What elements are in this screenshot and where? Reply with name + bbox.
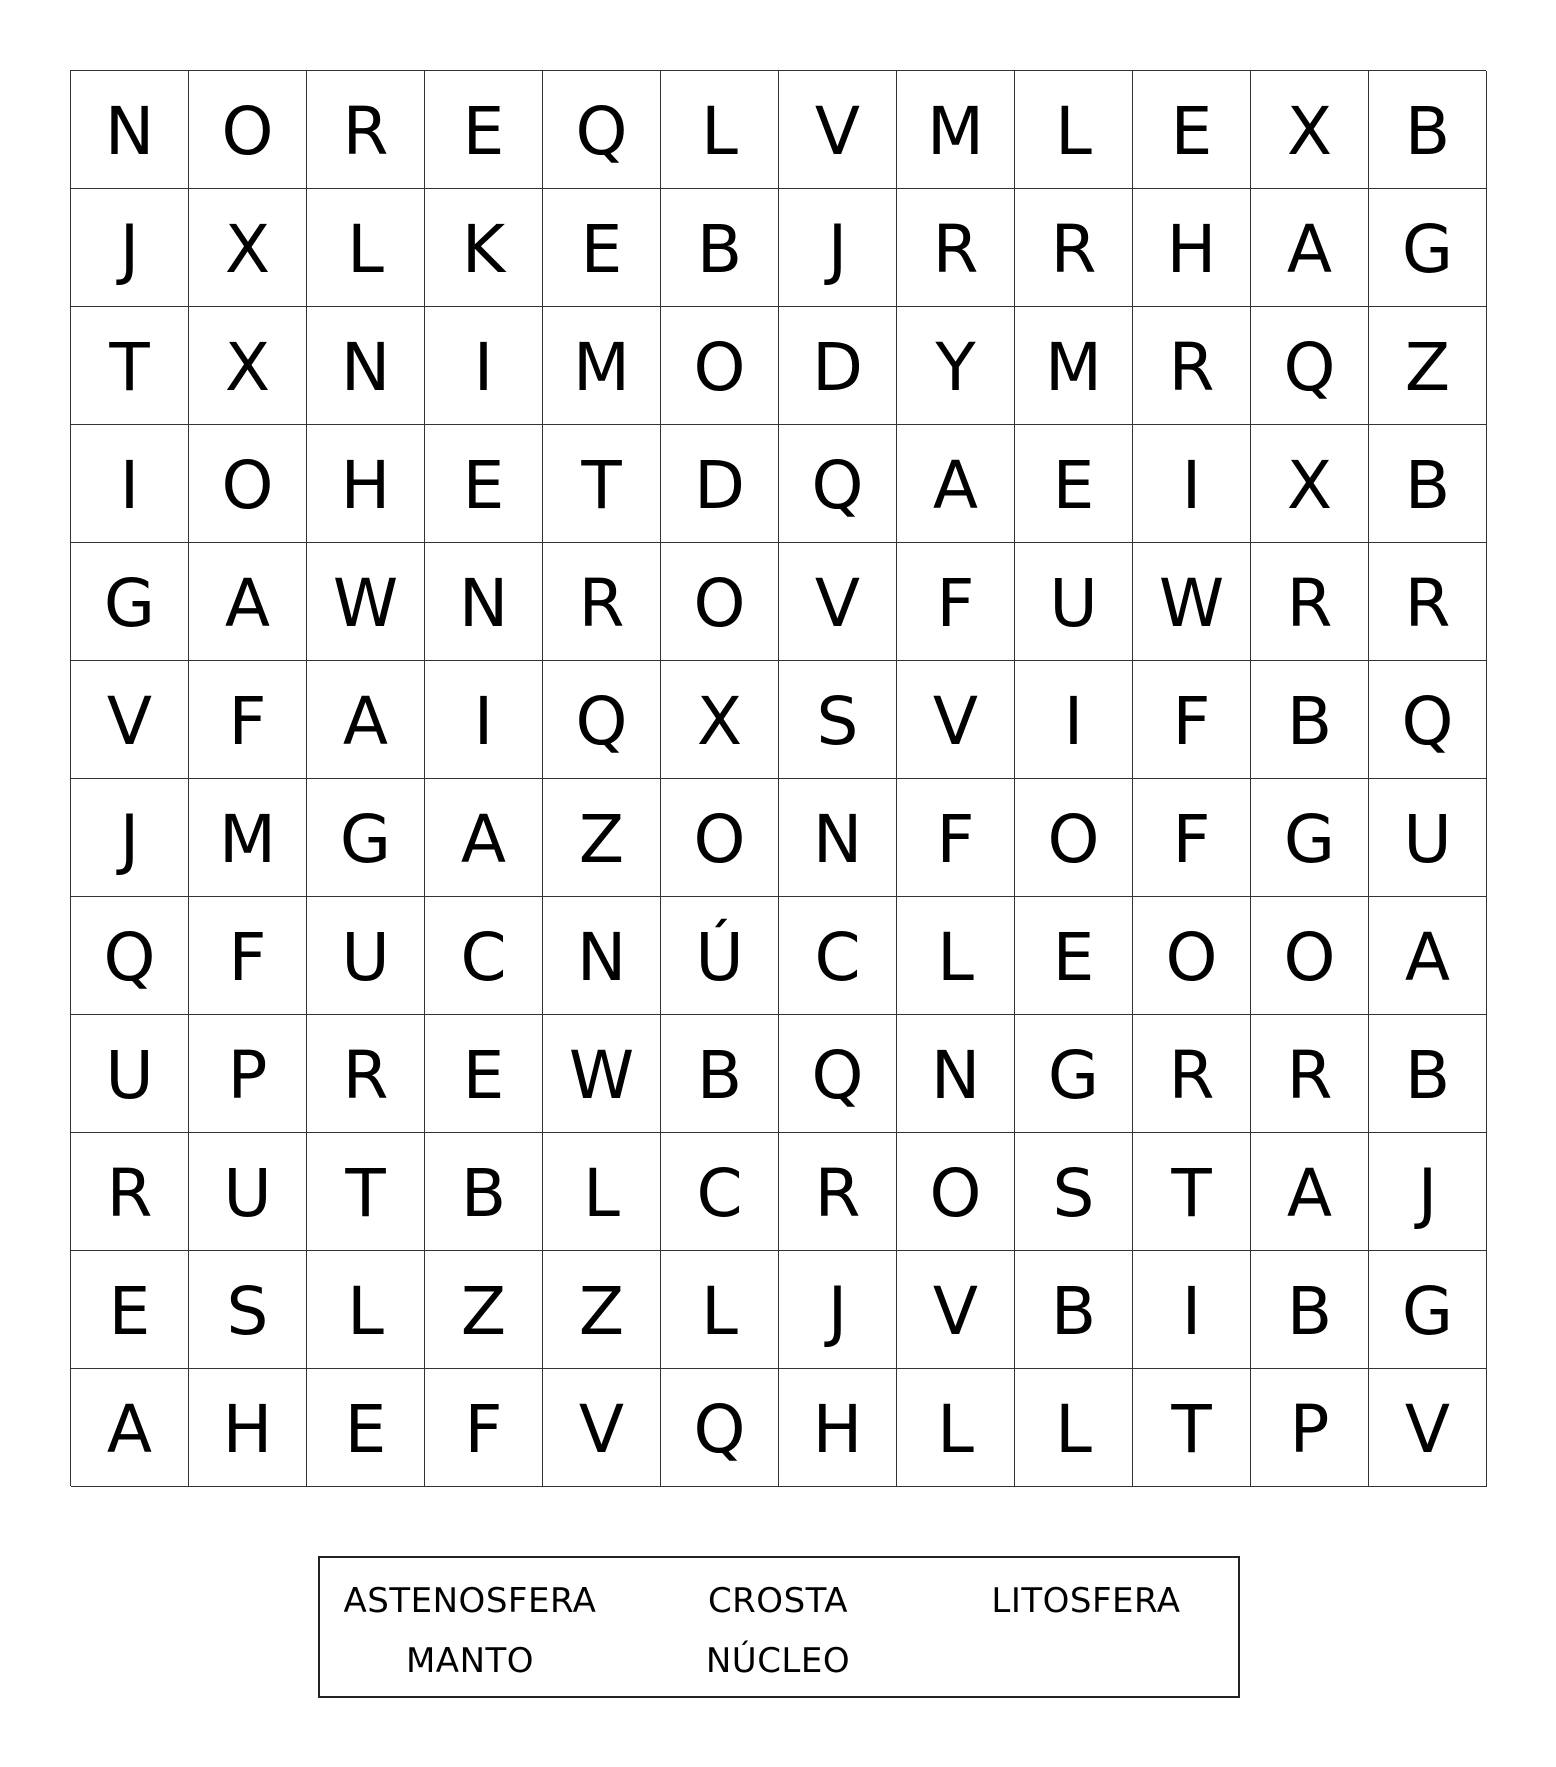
- grid-cell-r11-c12[interactable]: G: [1369, 1251, 1487, 1369]
- grid-cell-r7-c10[interactable]: F: [1133, 779, 1251, 897]
- grid-cell-r9-c3[interactable]: R: [307, 1015, 425, 1133]
- grid-cell-r2-c11[interactable]: A: [1251, 189, 1369, 307]
- grid-cell-r10-c1[interactable]: R: [71, 1133, 189, 1251]
- grid-cell-r5-c2[interactable]: A: [189, 543, 307, 661]
- grid-cell-r10-c4[interactable]: B: [425, 1133, 543, 1251]
- word-manto: MANTO: [405, 1641, 535, 1681]
- grid-cell-r12-c10[interactable]: T: [1133, 1369, 1251, 1487]
- grid-cell-r8-c1[interactable]: Q: [71, 897, 189, 1015]
- grid-cell-r8-c6[interactable]: Ú: [661, 897, 779, 1015]
- grid-cell-r9-c9[interactable]: G: [1015, 1015, 1133, 1133]
- grid-cell-r1-c4[interactable]: E: [425, 71, 543, 189]
- grid-cell-r10-c7[interactable]: R: [779, 1133, 897, 1251]
- grid-cell-r7-c8[interactable]: F: [897, 779, 1015, 897]
- grid-cell-r7-c6[interactable]: O: [661, 779, 779, 897]
- grid-cell-r5-c7[interactable]: V: [779, 543, 897, 661]
- grid-cell-r1-c6[interactable]: L: [661, 71, 779, 189]
- grid-cell-r7-c12[interactable]: U: [1369, 779, 1487, 897]
- grid-cell-r3-c2[interactable]: X: [189, 307, 307, 425]
- grid-cell-r6-c6[interactable]: X: [661, 661, 779, 779]
- grid-cell-r12-c2[interactable]: H: [189, 1369, 307, 1487]
- grid-cell-r6-c3[interactable]: A: [307, 661, 425, 779]
- grid-cell-r3-c5[interactable]: M: [543, 307, 661, 425]
- grid-cell-r8-c7[interactable]: C: [779, 897, 897, 1015]
- grid-cell-r7-c11[interactable]: G: [1251, 779, 1369, 897]
- grid-cell-r2-c4[interactable]: K: [425, 189, 543, 307]
- grid-cell-r10-c12[interactable]: J: [1369, 1133, 1487, 1251]
- grid-cell-r10-c6[interactable]: C: [661, 1133, 779, 1251]
- grid-cell-r4-c5[interactable]: T: [543, 425, 661, 543]
- grid-cell-r8-c12[interactable]: A: [1369, 897, 1487, 1015]
- grid-cell-r6-c4[interactable]: I: [425, 661, 543, 779]
- grid-cell-r2-c5[interactable]: E: [543, 189, 661, 307]
- grid-cell-r3-c11[interactable]: Q: [1251, 307, 1369, 425]
- grid-cell-r4-c3[interactable]: H: [307, 425, 425, 543]
- grid-cell-r4-c11[interactable]: X: [1251, 425, 1369, 543]
- grid-cell-r5-c12[interactable]: R: [1369, 543, 1487, 661]
- grid-cell-r1-c2[interactable]: O: [189, 71, 307, 189]
- grid-cell-r2-c9[interactable]: R: [1015, 189, 1133, 307]
- grid-cell-r8-c3[interactable]: U: [307, 897, 425, 1015]
- grid-cell-r1-c3[interactable]: R: [307, 71, 425, 189]
- grid-cell-r9-c5[interactable]: W: [543, 1015, 661, 1133]
- grid-cell-r6-c12[interactable]: Q: [1369, 661, 1487, 779]
- grid-cell-r11-c8[interactable]: V: [897, 1251, 1015, 1369]
- grid-cell-r3-c10[interactable]: R: [1133, 307, 1251, 425]
- grid-cell-r11-c2[interactable]: S: [189, 1251, 307, 1369]
- grid-cell-r10-c2[interactable]: U: [189, 1133, 307, 1251]
- grid-cell-r3-c4[interactable]: I: [425, 307, 543, 425]
- grid-cell-r12-c1[interactable]: A: [71, 1369, 189, 1487]
- grid-cell-r10-c8[interactable]: O: [897, 1133, 1015, 1251]
- grid-cell-r1-c8[interactable]: M: [897, 71, 1015, 189]
- grid-cell-r12-c9[interactable]: L: [1015, 1369, 1133, 1487]
- grid-cell-r1-c7[interactable]: V: [779, 71, 897, 189]
- grid-cell-r3-c12[interactable]: Z: [1369, 307, 1487, 425]
- grid-cell-r12-c4[interactable]: F: [425, 1369, 543, 1487]
- word-nucleo: NÚCLEO: [705, 1641, 851, 1681]
- grid-cell-r9-c6[interactable]: B: [661, 1015, 779, 1133]
- grid-cell-r4-c9[interactable]: E: [1015, 425, 1133, 543]
- grid-cell-r9-c1[interactable]: U: [71, 1015, 189, 1133]
- grid-cell-r4-c10[interactable]: I: [1133, 425, 1251, 543]
- grid-cell-r6-c10[interactable]: F: [1133, 661, 1251, 779]
- grid-cell-r2-c3[interactable]: L: [307, 189, 425, 307]
- grid-cell-r5-c3[interactable]: W: [307, 543, 425, 661]
- grid-cell-r4-c6[interactable]: D: [661, 425, 779, 543]
- grid-cell-r5-c8[interactable]: F: [897, 543, 1015, 661]
- grid-cell-r7-c4[interactable]: A: [425, 779, 543, 897]
- grid-cell-r9-c4[interactable]: E: [425, 1015, 543, 1133]
- grid-cell-r11-c5[interactable]: Z: [543, 1251, 661, 1369]
- grid-cell-r7-c2[interactable]: M: [189, 779, 307, 897]
- grid-cell-r5-c1[interactable]: G: [71, 543, 189, 661]
- grid-cell-r3-c9[interactable]: M: [1015, 307, 1133, 425]
- grid-cell-r9-c11[interactable]: R: [1251, 1015, 1369, 1133]
- grid-cell-r10-c11[interactable]: A: [1251, 1133, 1369, 1251]
- grid-cell-r10-c3[interactable]: T: [307, 1133, 425, 1251]
- grid-cell-r1-c1[interactable]: N: [71, 71, 189, 189]
- letter-grid: [70, 70, 1486, 1486]
- grid-cell-r2-c12[interactable]: G: [1369, 189, 1487, 307]
- grid-cell-r2-c8[interactable]: R: [897, 189, 1015, 307]
- grid-cell-r12-c11[interactable]: P: [1251, 1369, 1369, 1487]
- grid-cell-r6-c1[interactable]: V: [71, 661, 189, 779]
- grid-cell-r3-c8[interactable]: Y: [897, 307, 1015, 425]
- grid-cell-r12-c3[interactable]: E: [307, 1369, 425, 1487]
- grid-cell-r11-c4[interactable]: Z: [425, 1251, 543, 1369]
- grid-cell-r4-c4[interactable]: E: [425, 425, 543, 543]
- grid-cell-r9-c7[interactable]: Q: [779, 1015, 897, 1133]
- grid-cell-r5-c11[interactable]: R: [1251, 543, 1369, 661]
- grid-cell-r7-c1[interactable]: J: [71, 779, 189, 897]
- grid-cell-r4-c12[interactable]: B: [1369, 425, 1487, 543]
- grid-cell-r6-c8[interactable]: V: [897, 661, 1015, 779]
- grid-cell-r3-c1[interactable]: T: [71, 307, 189, 425]
- grid-cell-r6-c5[interactable]: Q: [543, 661, 661, 779]
- grid-cell-r2-c1[interactable]: J: [71, 189, 189, 307]
- grid-cell-r1-c10[interactable]: E: [1133, 71, 1251, 189]
- grid-cell-r12-c12[interactable]: V: [1369, 1369, 1487, 1487]
- grid-cell-r12-c7[interactable]: H: [779, 1369, 897, 1487]
- grid-cell-r5-c9[interactable]: U: [1015, 543, 1133, 661]
- grid-cell-r4-c8[interactable]: A: [897, 425, 1015, 543]
- grid-cell-r4-c7[interactable]: Q: [779, 425, 897, 543]
- grid-cell-r9-c12[interactable]: B: [1369, 1015, 1487, 1133]
- grid-cell-r11-c6[interactable]: L: [661, 1251, 779, 1369]
- grid-cell-r7-c3[interactable]: G: [307, 779, 425, 897]
- grid-cell-r12-c5[interactable]: V: [543, 1369, 661, 1487]
- grid-cell-r2-c2[interactable]: X: [189, 189, 307, 307]
- grid-cell-r5-c4[interactable]: N: [425, 543, 543, 661]
- grid-cell-r5-c10[interactable]: W: [1133, 543, 1251, 661]
- grid-cell-r1-c9[interactable]: L: [1015, 71, 1133, 189]
- grid-cell-r3-c7[interactable]: D: [779, 307, 897, 425]
- word-litosfera: LITOSFERA: [991, 1581, 1181, 1621]
- grid-cell-r10-c9[interactable]: S: [1015, 1133, 1133, 1251]
- grid-cell-r12-c6[interactable]: Q: [661, 1369, 779, 1487]
- grid-cell-r9-c10[interactable]: R: [1133, 1015, 1251, 1133]
- grid-cell-r11-c10[interactable]: I: [1133, 1251, 1251, 1369]
- word-astenosfera: ASTENOSFERA: [343, 1581, 597, 1621]
- grid-cell-r2-c10[interactable]: H: [1133, 189, 1251, 307]
- grid-cell-r7-c9[interactable]: O: [1015, 779, 1133, 897]
- grid-cell-r7-c5[interactable]: Z: [543, 779, 661, 897]
- grid-cell-r2-c6[interactable]: B: [661, 189, 779, 307]
- grid-cell-r12-c8[interactable]: L: [897, 1369, 1015, 1487]
- grid-cell-r1-c11[interactable]: X: [1251, 71, 1369, 189]
- grid-cell-r5-c5[interactable]: R: [543, 543, 661, 661]
- grid-cell-r6-c7[interactable]: S: [779, 661, 897, 779]
- grid-cell-r7-c7[interactable]: N: [779, 779, 897, 897]
- grid-cell-r2-c7[interactable]: J: [779, 189, 897, 307]
- grid-cell-r6-c9[interactable]: I: [1015, 661, 1133, 779]
- grid-cell-r1-c5[interactable]: Q: [543, 71, 661, 189]
- grid-cell-r3-c3[interactable]: N: [307, 307, 425, 425]
- grid-cell-r6-c11[interactable]: B: [1251, 661, 1369, 779]
- grid-cell-r8-c11[interactable]: O: [1251, 897, 1369, 1015]
- grid-cell-r8-c4[interactable]: C: [425, 897, 543, 1015]
- grid-cell-r6-c2[interactable]: F: [189, 661, 307, 779]
- grid-cell-r11-c11[interactable]: B: [1251, 1251, 1369, 1369]
- grid-cell-r8-c10[interactable]: O: [1133, 897, 1251, 1015]
- grid-cell-r8-c8[interactable]: L: [897, 897, 1015, 1015]
- grid-cell-r1-c12[interactable]: B: [1369, 71, 1487, 189]
- grid-cell-r8-c2[interactable]: F: [189, 897, 307, 1015]
- grid-cell-r8-c9[interactable]: E: [1015, 897, 1133, 1015]
- grid-cell-r5-c6[interactable]: O: [661, 543, 779, 661]
- grid-cell-r10-c10[interactable]: T: [1133, 1133, 1251, 1251]
- grid-cell-r9-c8[interactable]: N: [897, 1015, 1015, 1133]
- word-crosta: CROSTA: [707, 1581, 849, 1621]
- grid-cell-r8-c5[interactable]: N: [543, 897, 661, 1015]
- grid-cell-r9-c2[interactable]: P: [189, 1015, 307, 1133]
- grid-cell-r4-c2[interactable]: O: [189, 425, 307, 543]
- word-bank: [318, 1556, 1240, 1698]
- grid-cell-r10-c5[interactable]: L: [543, 1133, 661, 1251]
- grid-cell-r4-c1[interactable]: I: [71, 425, 189, 543]
- grid-cell-r3-c6[interactable]: O: [661, 307, 779, 425]
- grid-cell-r11-c3[interactable]: L: [307, 1251, 425, 1369]
- grid-cell-r11-c9[interactable]: B: [1015, 1251, 1133, 1369]
- grid-cell-r11-c7[interactable]: J: [779, 1251, 897, 1369]
- grid-cell-r11-c1[interactable]: E: [71, 1251, 189, 1369]
